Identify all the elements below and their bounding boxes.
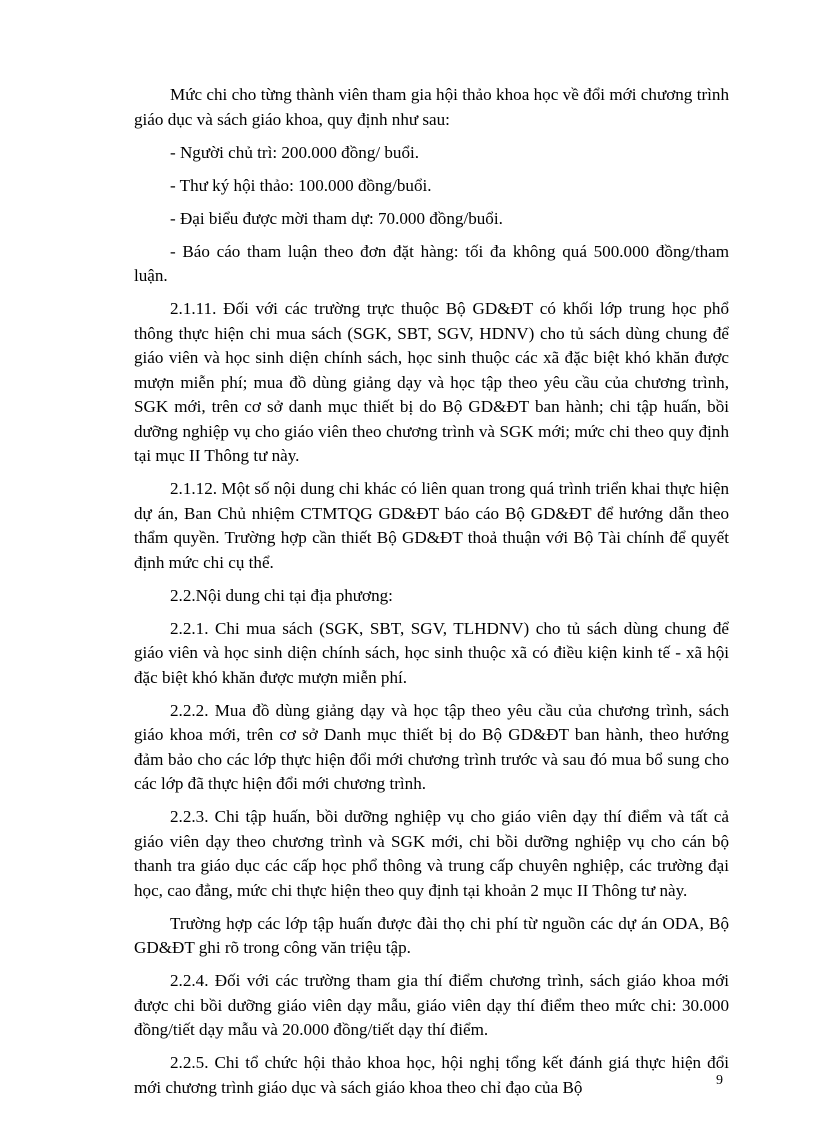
paragraph-2-2-4: 2.2.4. Đối với các trường tham gia thí điểm chương trình, sách giáo khoa mới được chi bồi dưỡng giáo viên dạy mẫu, giáo viên dạy thí điểm theo mức chi: 30.000 đồng/tiết dạy mẫu và 20.000 đồng/tiết dạy thí điểm. xyxy=(134,971,729,1039)
paragraph-2-2-2: 2.2.2. Mua đồ dùng giảng dạy và học tập theo yêu cầu của chương trình, sách giáo khoa mới, trên cơ sở Danh mục thiết bị do Bộ GD&ĐT ban hành, theo hướng đảm bảo cho các lớp thực hiện đổi mới chương trình trước và sau đó mua bổ sung cho các lớp đã thực hiện đổi mới chương trình. xyxy=(134,700,729,793)
paragraph-report: - Báo cáo tham luận theo đơn đặt hàng: tối đa không quá 500.000 đồng/tham luận. xyxy=(134,241,729,285)
paragraph-chairperson: - Người chủ trì: 200.000 đồng/ buổi. xyxy=(170,142,420,162)
paragraph-2-1-12: 2.1.12. Một số nội dung chi khác có liên quan trong quá trình triển khai thực hiện dự án, Ban Chủ nhiệm CTMTQG GD&ĐT báo cáo Bộ GD&ĐT để hướng dẫn theo thẩm quyền. Trường hợp cần thiết Bộ GD&ĐT thoả thuận với Bộ Tài chính để quyết định mức chi cụ thể. xyxy=(134,479,729,572)
paragraph-2-2-1: 2.2.1. Chi mua sách (SGK, SBT, SGV, TLHDNV) cho tủ sách dùng chung để giáo viên và học sinh diện chính sách, học sinh thuộc xã có điều kiện kinh tế - xã hội đặc biệt khó khăn được mượn miễn phí. xyxy=(134,618,729,687)
document-body xyxy=(134,83,729,1109)
section-heading-2-2: 2.2.Nội dung chi tại địa phương: xyxy=(170,585,393,605)
paragraph-delegates: - Đại biểu được mời tham dự: 70.000 đồng/buổi. xyxy=(170,208,503,228)
paragraph-2-2-5: 2.2.5. Chi tổ chức hội thảo khoa học, hội nghị tổng kết đánh giá thực hiện đổi mới chương trình giáo dục và sách giáo khoa theo chỉ đạo của Bộ xyxy=(134,1053,729,1097)
page-number: 9 xyxy=(716,1073,723,1088)
paragraph-oda-note: Trường hợp các lớp tập huấn được đài thọ chi phí từ nguồn các dự án ODA, Bộ GD&ĐT ghi rõ trong công văn triệu tập. xyxy=(134,913,729,957)
paragraph-spending-levels: Mức chi cho từng thành viên tham gia hội thảo khoa học về đổi mới chương trình giáo dục và sách giáo khoa, quy định như sau: xyxy=(134,85,729,129)
paragraph-2-2-3: 2.2.3. Chi tập huấn, bồi dưỡng nghiệp vụ cho giáo viên dạy thí điểm và tất cả giáo viên dạy theo chương trình và SGK mới, chi bồi dưỡng nghiệp vụ cho cán bộ thanh tra giáo dục các cấp học phổ thông và trung cấp chuyên nghiệp, các trường đại học, cao đẳng, mức chi thực hiện theo quy định tại khoản 2 mục II Thông tư này. xyxy=(134,807,729,900)
paragraph-secretary: - Thư ký hội thảo: 100.000 đồng/buổi. xyxy=(170,175,432,195)
paragraph-2-1-11: 2.1.11. Đối với các trường trực thuộc Bộ GD&ĐT có khối lớp trung học phổ thông thực hiện chi mua sách (SGK, SBT, SGV, HDNV) cho tủ sách dùng chung để giáo viên và học sinh diện chính sách, học sinh thuộc các xã đặc biệt khó khăn được mượn miễn phí; mua đồ dùng giảng dạy và học tập theo yêu cầu của chương trình, SGK mới, trên cơ sở danh mục thiết bị do Bộ GD&ĐT ban hành; chi tập huấn, bồi dưỡng nghiệp vụ cho giáo viên theo chương trình và SGK mới; mức chi theo quy định tại mục II Thông tư này. xyxy=(134,299,729,465)
